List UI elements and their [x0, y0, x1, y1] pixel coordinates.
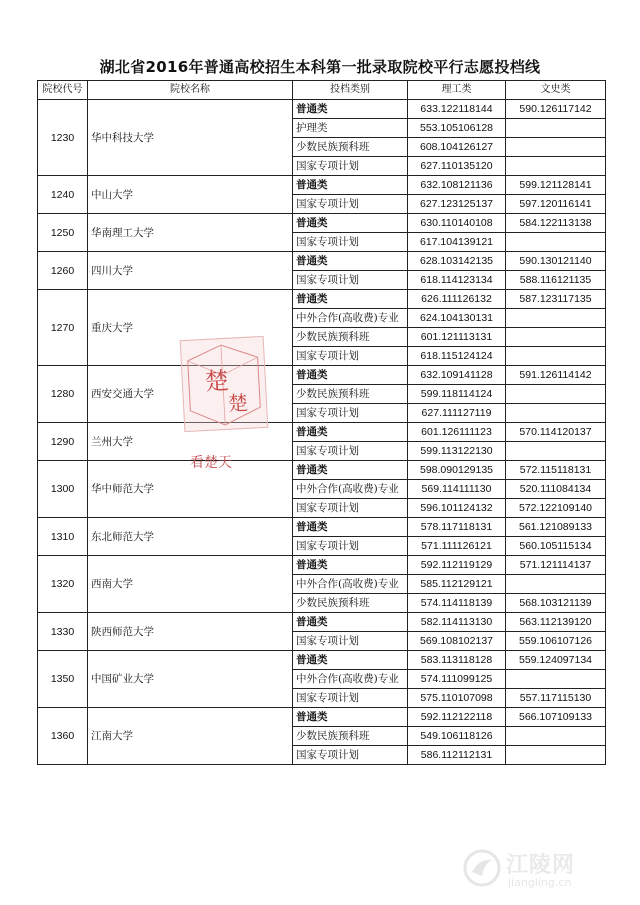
arts-score-cell: 588.116121135 [506, 271, 606, 290]
arts-score-cell [506, 309, 606, 328]
arts-score-cell: 560.105115134 [506, 537, 606, 556]
category-cell: 国家专项计划 [293, 157, 408, 176]
category-cell: 国家专项计划 [293, 271, 408, 290]
arts-score-cell [506, 575, 606, 594]
arts-score-cell [506, 404, 606, 423]
category-cell: 少数民族预科班 [293, 328, 408, 347]
category-cell: 普通类 [293, 708, 408, 727]
watermark-caption: 看楚天 [190, 455, 232, 471]
arts-score-cell [506, 670, 606, 689]
school-name: 兰州大学 [88, 423, 293, 461]
science-score-cell: 618.115124124 [408, 347, 506, 366]
science-score-cell: 571.111126121 [408, 537, 506, 556]
school-name: 华中科技大学 [88, 100, 293, 176]
school-code: 1270 [38, 290, 88, 366]
arts-score-cell [506, 347, 606, 366]
school-code: 1230 [38, 100, 88, 176]
school-code: 1280 [38, 366, 88, 423]
table-row [38, 423, 606, 442]
category-cell: 国家专项计划 [293, 442, 408, 461]
table-row [38, 708, 606, 727]
school-name: 华南理工大学 [88, 214, 293, 252]
stamp-graphic [181, 337, 268, 431]
category-cell: 国家专项计划 [293, 404, 408, 423]
admission-score-table [37, 80, 606, 765]
site-brand: 江陵网 [506, 853, 576, 878]
category-cell: 中外合作(高收费)专业 [293, 575, 408, 594]
table-row [38, 176, 606, 195]
school-name: 东北师范大学 [88, 518, 293, 556]
header-science: 理工类 [408, 81, 506, 100]
arts-score-cell [506, 385, 606, 404]
arts-score-cell: 572.122109140 [506, 499, 606, 518]
science-score-cell: 585.112129121 [408, 575, 506, 594]
category-cell: 少数民族预科班 [293, 385, 408, 404]
category-cell: 国家专项计划 [293, 499, 408, 518]
category-cell: 中外合作(高收费)专业 [293, 480, 408, 499]
arts-score-cell: 590.126117142 [506, 100, 606, 119]
category-cell: 护理类 [293, 119, 408, 138]
science-score-cell: 599.118114124 [408, 385, 506, 404]
category-cell: 国家专项计划 [293, 537, 408, 556]
site-watermark [462, 846, 632, 894]
school-code: 1240 [38, 176, 88, 214]
category-cell: 普通类 [293, 252, 408, 271]
category-cell: 国家专项计划 [293, 746, 408, 765]
science-score-cell: 624.104130131 [408, 309, 506, 328]
arts-score-cell: 566.107109133 [506, 708, 606, 727]
science-score-cell: 617.104139121 [408, 233, 506, 252]
arts-score-cell: 570.114120137 [506, 423, 606, 442]
school-name: 西安交通大学 [88, 366, 293, 423]
science-score-cell: 549.106118126 [408, 727, 506, 746]
science-score-cell: 633.122118144 [408, 100, 506, 119]
arts-score-cell: 568.103121139 [506, 594, 606, 613]
school-name: 重庆大学 [88, 290, 293, 366]
science-score-cell: 630.110140108 [408, 214, 506, 233]
school-name: 中山大学 [88, 176, 293, 214]
arts-score-cell: 559.124097134 [506, 651, 606, 670]
category-cell: 普通类 [293, 176, 408, 195]
arts-score-cell: 520.111084134 [506, 480, 606, 499]
science-score-cell: 628.103142135 [408, 252, 506, 271]
table-row [38, 613, 606, 632]
school-name: 华中师范大学 [88, 461, 293, 518]
site-logo-icon [462, 848, 502, 888]
arts-score-cell [506, 138, 606, 157]
arts-score-cell [506, 727, 606, 746]
arts-score-cell: 597.120116141 [506, 195, 606, 214]
science-score-cell: 632.109141128 [408, 366, 506, 385]
school-code: 1250 [38, 214, 88, 252]
table-row [38, 556, 606, 575]
arts-score-cell [506, 157, 606, 176]
science-score-cell: 575.110107098 [408, 689, 506, 708]
science-score-cell: 553.105106128 [408, 119, 506, 138]
science-score-cell: 601.126111123 [408, 423, 506, 442]
table-row [38, 366, 606, 385]
arts-score-cell [506, 233, 606, 252]
school-code: 1350 [38, 651, 88, 708]
school-name: 江南大学 [88, 708, 293, 765]
category-cell: 普通类 [293, 214, 408, 233]
school-name: 四川大学 [88, 252, 293, 290]
table-row [38, 214, 606, 233]
school-code: 1290 [38, 423, 88, 461]
category-cell: 中外合作(高收费)专业 [293, 309, 408, 328]
category-cell: 少数民族预科班 [293, 138, 408, 157]
arts-score-cell: 559.106107126 [506, 632, 606, 651]
science-score-cell: 592.112119129 [408, 556, 506, 575]
watermark-stamp [180, 336, 269, 432]
science-score-cell: 627.111127119 [408, 404, 506, 423]
science-score-cell: 627.123125137 [408, 195, 506, 214]
arts-score-cell: 571.121114137 [506, 556, 606, 575]
stamp-glyph-1: 楚 [204, 366, 230, 396]
category-cell: 少数民族预科班 [293, 727, 408, 746]
science-score-cell: 618.114123134 [408, 271, 506, 290]
school-code: 1330 [38, 613, 88, 651]
table-body [38, 100, 606, 765]
school-code: 1300 [38, 461, 88, 518]
science-score-cell: 626.111126132 [408, 290, 506, 309]
table-row [38, 252, 606, 271]
science-score-cell: 569.108102137 [408, 632, 506, 651]
category-cell: 国家专项计划 [293, 689, 408, 708]
arts-score-cell: 587.123117135 [506, 290, 606, 309]
science-score-cell: 583.113118128 [408, 651, 506, 670]
table-row [38, 100, 606, 119]
header-category: 投档类别 [293, 81, 408, 100]
school-name: 西南大学 [88, 556, 293, 613]
category-cell: 国家专项计划 [293, 195, 408, 214]
school-code: 1310 [38, 518, 88, 556]
header-arts: 文史类 [506, 81, 606, 100]
header-school-name: 院校名称 [88, 81, 293, 100]
category-cell: 中外合作(高收费)专业 [293, 670, 408, 689]
category-cell: 国家专项计划 [293, 233, 408, 252]
category-cell: 普通类 [293, 366, 408, 385]
science-score-cell: 578.117118131 [408, 518, 506, 537]
category-cell: 普通类 [293, 461, 408, 480]
science-score-cell: 627.110135120 [408, 157, 506, 176]
table-header-row [38, 81, 606, 100]
category-cell: 普通类 [293, 100, 408, 119]
category-cell: 国家专项计划 [293, 632, 408, 651]
arts-score-cell: 599.121128141 [506, 176, 606, 195]
science-score-cell: 569.114111130 [408, 480, 506, 499]
table-row [38, 651, 606, 670]
science-score-cell: 598.090129135 [408, 461, 506, 480]
arts-score-cell: 584.122113138 [506, 214, 606, 233]
category-cell: 普通类 [293, 290, 408, 309]
arts-score-cell: 590.130121140 [506, 252, 606, 271]
school-code: 1260 [38, 252, 88, 290]
category-cell: 普通类 [293, 518, 408, 537]
stamp-glyph-2: 楚 [227, 390, 249, 416]
science-score-cell: 599.113122130 [408, 442, 506, 461]
category-cell: 国家专项计划 [293, 347, 408, 366]
category-cell: 普通类 [293, 651, 408, 670]
science-score-cell: 632.108121136 [408, 176, 506, 195]
arts-score-cell: 561.121089133 [506, 518, 606, 537]
school-name: 陕西师范大学 [88, 613, 293, 651]
arts-score-cell [506, 442, 606, 461]
arts-score-cell [506, 746, 606, 765]
school-name: 中国矿业大学 [88, 651, 293, 708]
category-cell: 少数民族预科班 [293, 594, 408, 613]
arts-score-cell: 563.112139120 [506, 613, 606, 632]
science-score-cell: 574.111099125 [408, 670, 506, 689]
school-code: 1320 [38, 556, 88, 613]
school-code: 1360 [38, 708, 88, 765]
science-score-cell: 574.114118139 [408, 594, 506, 613]
arts-score-cell [506, 328, 606, 347]
page-title: 湖北省2016年普通高校招生本科第一批录取院校平行志愿投档线 [99, 58, 541, 76]
category-cell: 普通类 [293, 613, 408, 632]
table-row [38, 290, 606, 309]
arts-score-cell: 557.117115130 [506, 689, 606, 708]
table-row [38, 461, 606, 480]
science-score-cell: 608.104126127 [408, 138, 506, 157]
science-score-cell: 596.101124132 [408, 499, 506, 518]
science-score-cell: 601.121113131 [408, 328, 506, 347]
header-school-code: 院校代号 [38, 81, 88, 100]
science-score-cell: 586.112112131 [408, 746, 506, 765]
arts-score-cell: 572.115118131 [506, 461, 606, 480]
category-cell: 普通类 [293, 556, 408, 575]
arts-score-cell [506, 119, 606, 138]
site-url: jiangling.cn [508, 876, 572, 889]
science-score-cell: 592.112122118 [408, 708, 506, 727]
table-row [38, 518, 606, 537]
arts-score-cell: 591.126114142 [506, 366, 606, 385]
science-score-cell: 582.114113130 [408, 613, 506, 632]
category-cell: 普通类 [293, 423, 408, 442]
